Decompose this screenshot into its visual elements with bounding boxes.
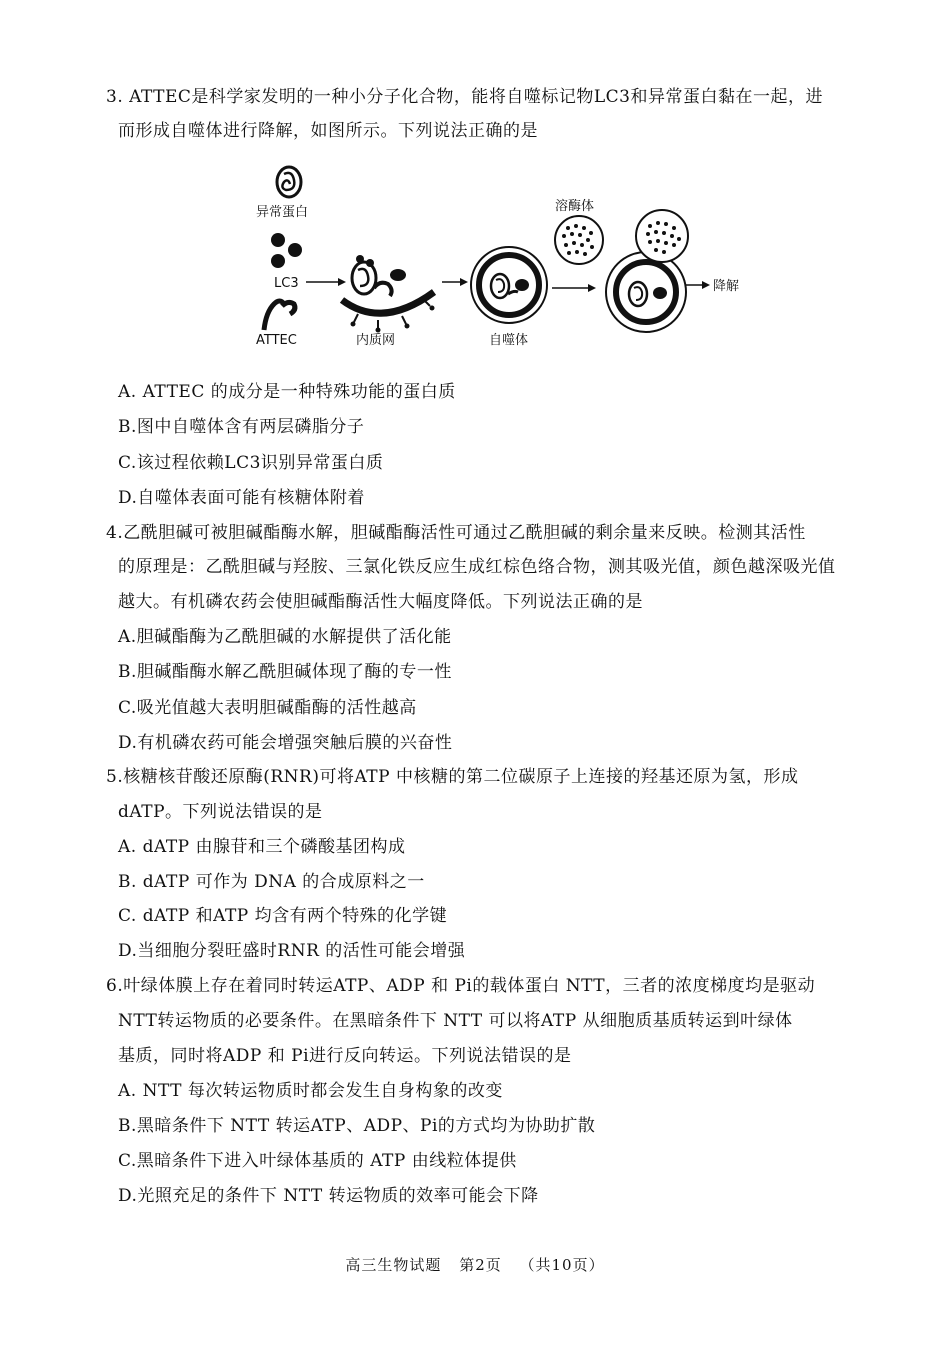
label-degradation: 降解 <box>713 279 740 294</box>
autolysosome-icon <box>606 210 688 332</box>
attec-molecule-icon <box>264 301 295 330</box>
q6-stem-line-1: 6.叶绿体膜上存在着同时转运ATP、ADP 和 Pi的载体蛋白 NTT，三者的浓度梯度均是驱动 <box>106 976 816 996</box>
footer-total: （共10页） <box>519 1256 605 1274</box>
q4-option-d: D.有机磷农药可能会增强突触后膜的兴奋性 <box>118 733 453 753</box>
q3-option-a: A. ATTEC 的成分是一种特殊功能的蛋白质 <box>118 382 456 402</box>
q6-option-b: B.黑暗条件下 NTT 转运ATP、ADP、Pi的方式均为协助扩散 <box>118 1116 596 1136</box>
label-lc3: LC3 <box>274 276 299 291</box>
label-autophagosome: 自噬体 <box>489 333 529 348</box>
q6-option-c: C.黑暗条件下进入叶绿体基质的 ATP 由线粒体提供 <box>118 1151 517 1171</box>
autophagy-diagram <box>246 160 746 355</box>
q6-stem-line-2: NTT转运物质的必要条件。在黑暗条件下 NTT 可以将ATP 从细胞质基质转运到叶绿体 <box>118 1011 793 1031</box>
q3-option-d: D.自噬体表面可能有核糖体附着 <box>118 488 365 508</box>
q4-option-c: C.吸光值越大表明胆碱酯酶的活性越高 <box>118 698 417 718</box>
q6-stem-line-3: 基质，同时将ADP 和 Pi进行反向转运。下列说法错误的是 <box>118 1046 572 1066</box>
lysosome-icon <box>555 216 603 264</box>
q5-option-c: C. dATP 和ATP 均含有两个特殊的化学键 <box>118 906 448 926</box>
footer-page: 第2页 <box>459 1256 502 1274</box>
label-attec: ATTEC <box>256 333 297 348</box>
q5-stem-line-1: 5.核糖核苷酸还原酶(RNR)可将ATP 中核糖的第二位碳原子上连接的羟基还原为氢，形成 <box>106 767 799 787</box>
q4-stem-line-2: 的原理是：乙酰胆碱与羟胺、三氯化铁反应生成红棕色络合物，测其吸光值，颜色越深吸光值 <box>118 557 836 577</box>
endoplasmic-reticulum-icon <box>342 255 435 333</box>
arrow-2-icon <box>442 278 468 286</box>
footer-subject: 高三生物试题 <box>345 1256 442 1274</box>
arrow-4-icon <box>686 281 710 289</box>
label-er: 内质网 <box>356 333 396 348</box>
q3-option-b: B.图中自噬体含有两层磷脂分子 <box>118 417 365 437</box>
q5-stem-line-2: dATP。下列说法错误的是 <box>118 802 323 822</box>
q3-stem-line-2: 而形成自噬体进行降解，如图所示。下列说法正确的是 <box>118 121 538 141</box>
q6-option-d: D.光照充足的条件下 NTT 转运物质的效率可能会下降 <box>118 1186 539 1206</box>
q5-option-d: D.当细胞分裂旺盛时RNR 的活性可能会增强 <box>118 941 466 961</box>
label-abnormal-protein: 异常蛋白 <box>256 205 309 220</box>
abnormal-protein-icon <box>277 167 301 197</box>
page-footer <box>0 1254 950 1275</box>
lc3-dots-icon <box>271 233 302 268</box>
q4-stem-line-1: 4.乙酰胆碱可被胆碱酯酶水解，胆碱酯酶活性可通过乙酰胆碱的剩余量来反映。检测其活性 <box>106 523 806 543</box>
q3-option-c: C.该过程依赖LC3识别异常蛋白质 <box>118 453 384 473</box>
q5-option-a: A. dATP 由腺苷和三个磷酸基团构成 <box>118 837 406 857</box>
q5-option-b: B. dATP 可作为 DNA 的合成原料之一 <box>118 872 425 892</box>
q6-option-a: A. NTT 每次转运物质时都会发生自身构象的改变 <box>118 1081 503 1101</box>
arrow-1-icon <box>306 278 346 286</box>
q3-stem-line-1: 3. ATTEC是科学家发明的一种小分子化合物，能将自噬标记物LC3和异常蛋白黏在一起，进 <box>106 87 823 107</box>
q4-option-a: A.胆碱酯酶为乙酰胆碱的水解提供了活化能 <box>118 627 452 647</box>
label-lysosome: 溶酶体 <box>555 199 595 214</box>
arrow-3-icon <box>552 284 596 292</box>
autophagosome-icon <box>471 247 547 323</box>
q4-option-b: B.胆碱酯酶水解乙酰胆碱体现了酶的专一性 <box>118 662 452 682</box>
q4-stem-line-3: 越大。有机磷农药会使胆碱酯酶活性大幅度降低。下列说法正确的是 <box>118 592 643 612</box>
